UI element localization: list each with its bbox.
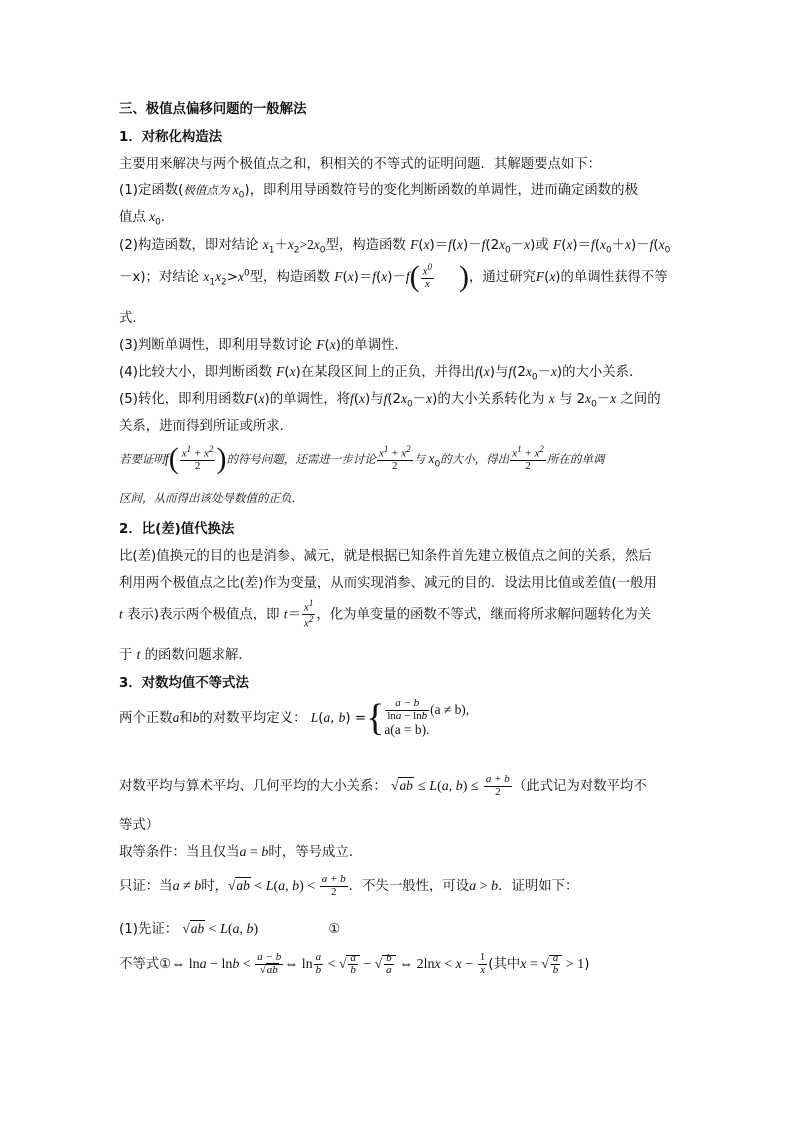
- method2-p1: 比(差)值换元的目的也是消参、减元，就是根据已知条件首先建立极值点之间的关系，然后: [119, 549, 652, 564]
- method1-heading: 1．对称化构造法: [119, 130, 223, 145]
- proof-inequality-chain: 不等式①⇔ lna − lnb < $\frac{a - b}{√ab}$ ⇔ ln $\frac{a}{b}$ < √ $\frac{a}{b}$ − √ $\frac{b}{a}$ ⇔ 2lnx < x − $\frac{1}{x}$ (其中x = √ $\frac{a}{b}$ > 1): [119, 951, 590, 977]
- step2-line2: －x)；对结论 $x_1x_2>x^0$型，构造函数 F(x)＝f(x)－f( $\frac{x^0}{x}$ )，通过研究F(x)的单调性获得不等: [119, 260, 668, 293]
- note-line2: 区间，从而得出该处导数值的正负．: [119, 491, 303, 505]
- log-mean-definition: 两个正数a和b的对数平均定义： L(a, b) ={ $\frac{a - b}{\ln a - \ln b}$ (a ≠ b), a(a = b).: [119, 697, 470, 740]
- method2-p2: 利用两个极值点之比(差)作为变量，从而实现消参、减元的目的．设法用比值或差值(一般用: [119, 576, 657, 591]
- method2-heading: 2．比(差)值代换法: [119, 522, 235, 537]
- step5-line1: (5)转化，即利用函数F(x)的单调性，将f(x)与$f(2x_0-x)$的大小关系转化为 x 与 $2x_0-x$ 之间的: [119, 391, 661, 410]
- step2-line3: 式．: [119, 311, 146, 326]
- equality-condition: 取等条件：当且仅当a = b时，等号成立．: [119, 845, 363, 860]
- method3-heading: 3．对数均值不等式法: [119, 676, 249, 691]
- step1-line1: (1)定函数(极值点为 $x_0$)，即利用导函数符号的变化判断函数的单调性，进而确定函数的极: [119, 182, 638, 201]
- step5-line2: 关系，进而得到所证或所求．: [119, 419, 294, 434]
- step1-line2: 值点 $x_0$．: [119, 209, 175, 228]
- proof-statement: 只证：当a ≠ b时，√ab < L(a, b) < $\frac{a + b}{2}$ ．不失一般性，可设a > b．证明如下：: [119, 873, 579, 898]
- note-line1: 若要证明f( $\frac{x^1 + x^2}{2}$ )的符号问题，还需进一步讨论 $\frac{x^1 + x^2}{2}$ 与 $x_0$的大小，得出 $\frac{x^1 + x^2}{2}$ 所在的单调: [119, 442, 605, 475]
- step2-line1: (2)构造函数，即对结论 $x_1+x_2>2x_0$型，构造函数 $F(x)=f(x)-f(2x_0-x)$或 $F(x)=f(x_0+x)-f(x_0$: [119, 237, 671, 256]
- section-title: 三、极值点偏移问题的一般解法: [119, 102, 307, 117]
- method1-intro: 主要用来解决与两个极值点之和，积相关的不等式的证明问题．其解题要点如下：: [119, 157, 602, 172]
- log-mean-inequality-line1: 对数平均与算术平均、几何平均的大小关系： √ab ≤ L(a, b) ≤ $\frac{a + b}{2}$ （此式记为对数平均不: [119, 773, 647, 798]
- method2-p3: t 表示)表示两个极值点，即 t＝ $\frac{x^1}{x^2}$ ，化为单变量的函数不等式，继而将所求解问题转化为关: [119, 598, 652, 630]
- step3-line: (3)判断单调性，即利用导数讨论 F(x)的单调性．: [119, 337, 408, 353]
- log-mean-inequality-line2: 等式）: [119, 818, 160, 833]
- step4-line: (4)比较大小，即判断函数 F(x)在某段区间上的正负，并得出f(x)与$f(2x_0-x)$的大小关系．: [119, 364, 643, 383]
- proof-step1: (1)先证： √ab < L(a, b) ①: [119, 921, 341, 937]
- method2-p4: 于 t 的函数问题求解．: [119, 647, 252, 663]
